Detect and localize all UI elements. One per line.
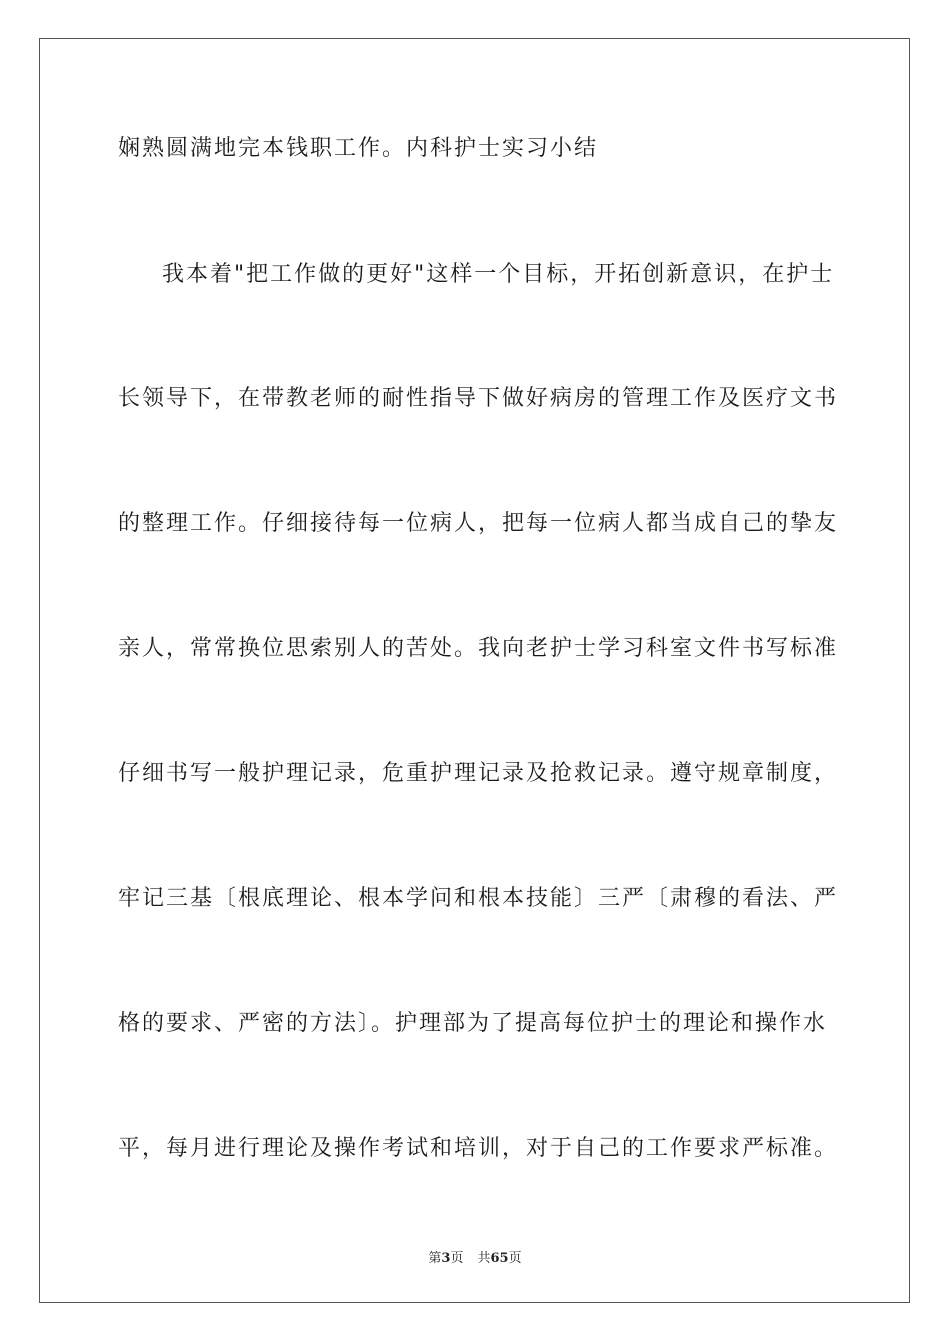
body-text-line-6: 仔细书写一般护理记录，危重护理记录及抢救记录。遵守规章制度， — [118, 761, 839, 786]
body-text-line-3: 长领导下，在带教老师的耐性指导下做好病房的管理工作及医疗文书 — [118, 386, 839, 411]
page-suffix: 页 — [450, 1251, 464, 1266]
total-pages: 65 — [490, 1251, 509, 1266]
body-text-line-7: 牢记三基〔根底理论、根本学问和根本技能〕三严〔肃穆的看法、严 — [118, 886, 839, 911]
page-prefix: 第 — [428, 1251, 442, 1266]
body-text-line-4: 的整理工作。仔细接待每一位病人，把每一位病人都当成自己的挚友 — [118, 511, 839, 536]
body-text-line-9: 平，每月进行理论及操作考试和培训，对于自己的工作要求严标准。 — [118, 1136, 839, 1161]
body-text-line-2: 我本着"把工作做的更好"这样一个目标，开拓创新意识，在护士 — [162, 262, 835, 287]
total-suffix: 页 — [508, 1251, 522, 1266]
total-prefix: 共 — [477, 1251, 491, 1266]
page-border — [39, 38, 910, 1303]
page-footer — [0, 1247, 950, 1266]
body-text-line-5: 亲人，常常换位思索别人的苦处。我向老护士学习科室文件书写标准 — [118, 636, 839, 661]
body-text-line-8: 格的要求、严密的方法〕。护理部为了提高每位护士的理论和操作水 — [118, 1011, 828, 1036]
body-text-line-1: 娴熟圆满地完本钱职工作。内科护士实习小结 — [118, 136, 599, 161]
page-number: 3 — [441, 1251, 451, 1266]
